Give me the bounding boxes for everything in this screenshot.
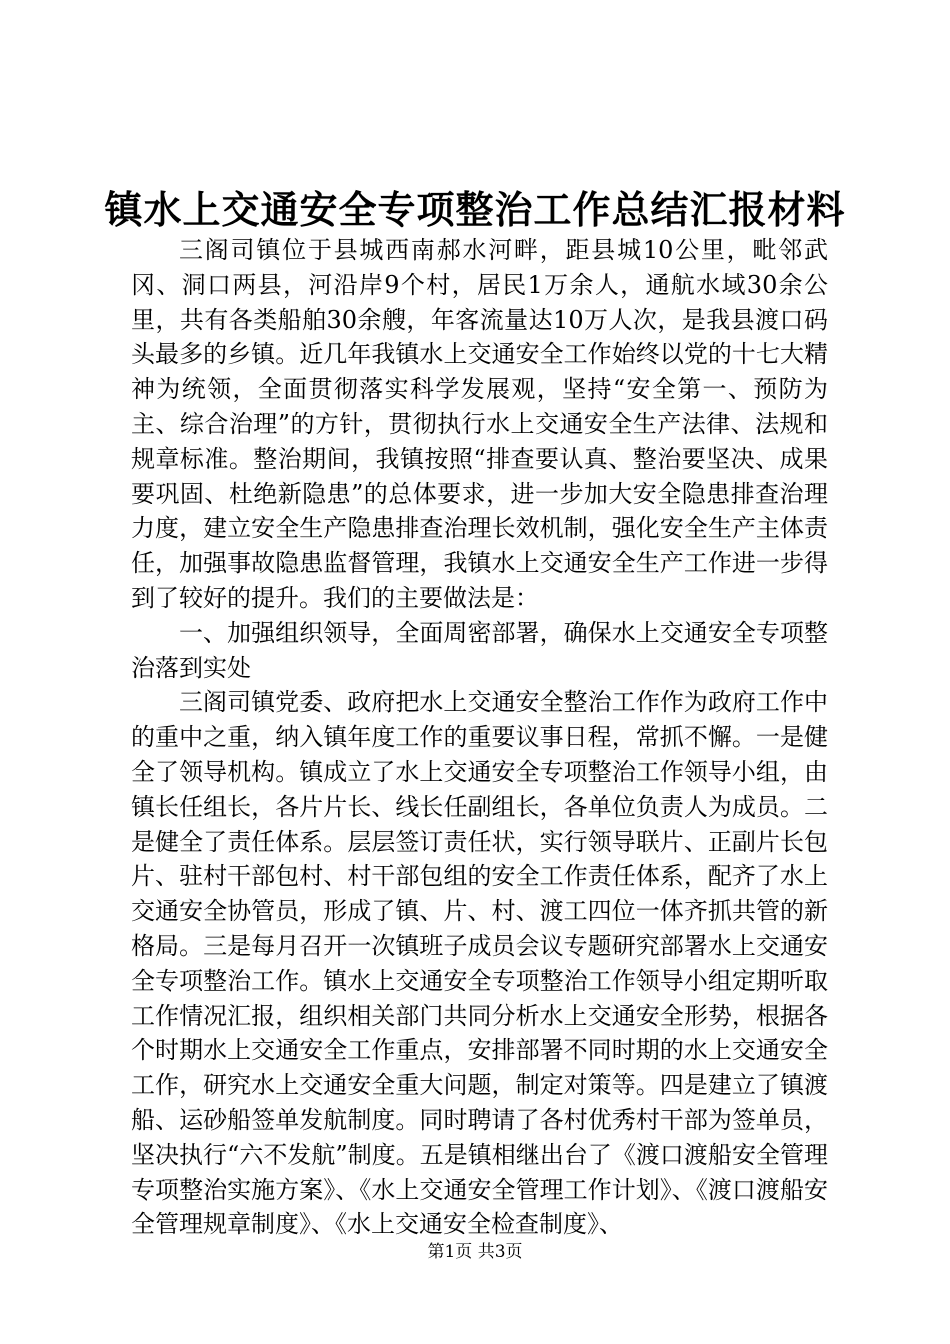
paragraph-intro: 三阁司镇位于县城西南郝水河畔，距县城10公里，毗邻武冈、洞口两县，河沿岸9个村，居民1万余人，通航水域30余公里，共有各类船舶30余艘，年客流量达10万人次，是我县渡口码头最多的乡镇。近几年我镇水上交通安全工作始终以党的十七大精神为统领，全面贯彻落实科学发展观，坚持“安全第一、预防为主、综合治理”的方针，贯彻执行水上交通安全生产法律、法规和规章标准。整治期间，我镇按照“排查要认真、整治要坚决、成果要巩固、杜绝新隐患”的总体要求，进一步加大安全隐患排查治理力度，建立安全生产隐患排查治理长效机制，强化安全生产主体责任，加强事故隐患监督管理，我镇水上交通安全生产工作进一步得到了较好的提升。我们的主要做法是：	[131, 236, 828, 612]
section-heading-1: 一、加强组织领导，全面周密部署，确保水上交通安全专项整治落到实处	[131, 618, 828, 682]
document-title: 镇水上交通安全专项整治工作总结汇报材料	[104, 187, 846, 232]
paragraph-section-1: 三阁司镇党委、政府把水上交通安全整治工作作为政府工作中的重中之重，纳入镇年度工作的重要议事日程，常抓不懈。一是健全了领导机构。镇成立了水上交通安全专项整治工作领导小组，由镇长任组长，各片片长、线长任副组长，各单位负责人为成员。二是健全了责任体系。层层签订责任状，实行领导联片、正副片长包片、驻村干部包村、村干部包组的安全工作责任体系，配齐了水上交通安全协管员，形成了镇、片、村、渡工四位一体齐抓共管的新格局。三是每月召开一次镇班子成员会议专题研究部署水上交通安全专项整治工作。镇水上交通安全专项整治工作领导小组定期听取工作情况汇报，组织相关部门共同分析水上交通安全形势，根据各个时期水上交通安全工作重点，安排部署不同时期的水上交通安全工作，研究水上交通安全重大问题，制定对策等。四是建立了镇渡船、运砂船签单发航制度。同时聘请了各村优秀村干部为签单员，坚决执行“六不发航”制度。五是镇相继出台了《渡口渡船安全管理专项整治实施方案》、《水上交通安全管理工作计划》、《渡口渡船安全管理规章制度》、《水上交通安全检查制度》、	[131, 688, 828, 1239]
document-body	[131, 233, 828, 1242]
page-number-footer: 第1页 共3页	[427, 1242, 523, 1262]
